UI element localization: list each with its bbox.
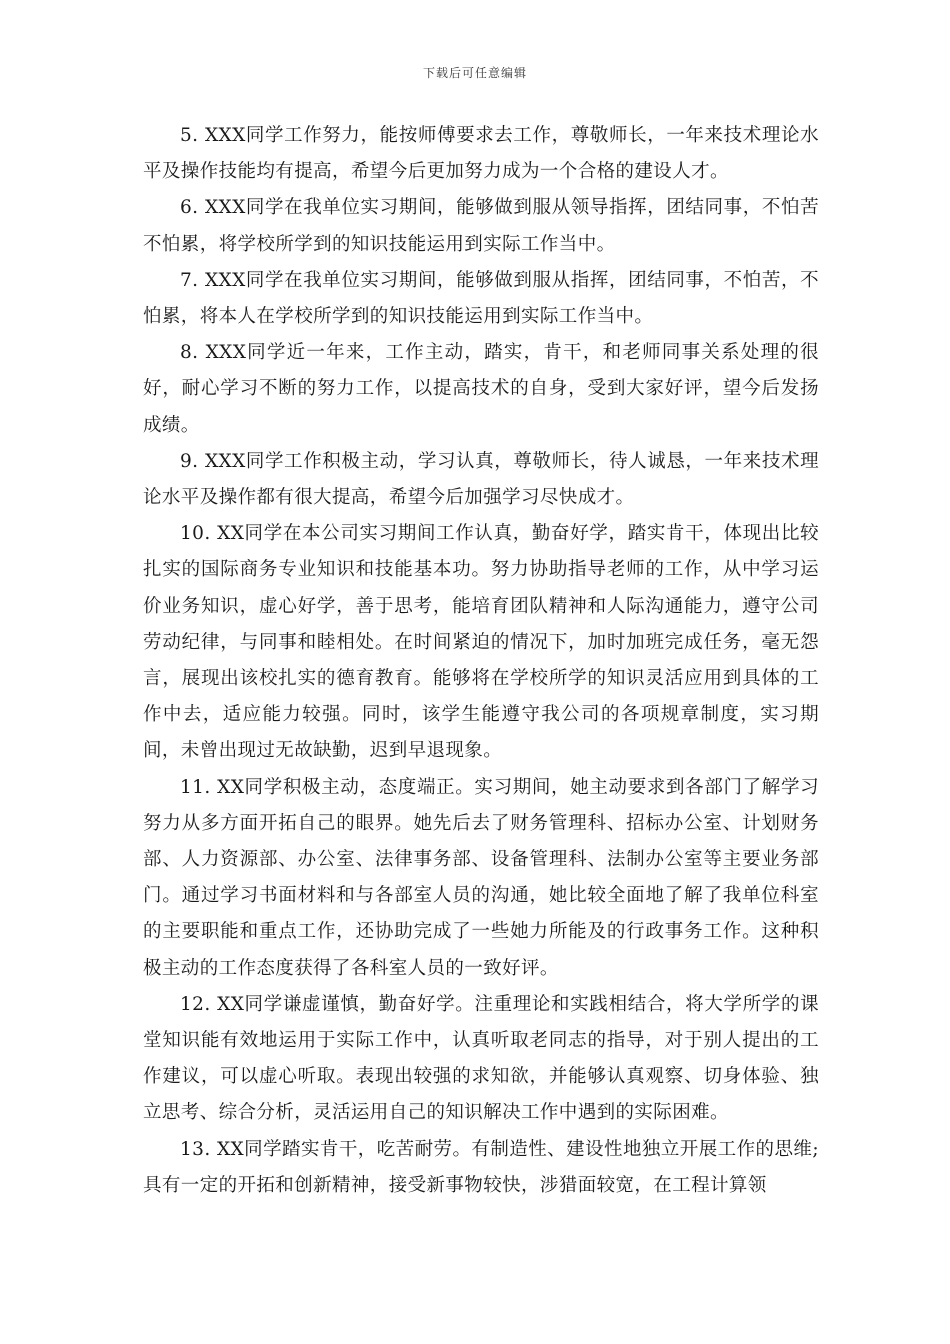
- page-header-note: 下载后可任意编辑: [422, 66, 527, 80]
- paragraph-9: 9. XXX同学工作积极主动，学习认真，尊敬师长，待人诚恳，一年来技术理论水平及操作都有很大提高，希望今后加强学习尽快成才。: [143, 450, 819, 509]
- paragraph-12: 12. XX同学谦虚谨慎，勤奋好学。注重理论和实践相结合，将大学所学的课堂知识能有效地运用于实际工作中，认真听取老同志的指导，对于别人提出的工作建议，可以虚心听取。表现出较强的求知欲，并能够认真观察、切身体验、独立思考、综合分析，灵活运用自己的知识解决工作中遇到的实际困难。: [143, 993, 819, 1124]
- paragraph-10: 10. XX同学在本公司实习期间工作认真，勤奋好学，踏实肯干，体现出比较扎实的国际商务专业知识和技能基本功。努力协助指导老师的工作，从中学习运价业务知识，虚心好学，善于思考，能培育团队精神和人际沟通能力，遵守公司劳动纪律，与同事和睦相处。在时间紧迫的情况下，加时加班完成任务，毫无怨言，展现出该校扎实的德育教育。能够将在学校所学的知识灵活应用到具体的工作中去，适应能力较强。同时，该学生能遵守我公司的各项规章制度，实习期间，未曾出现过无故缺勤，迟到早退现象。: [143, 523, 819, 762]
- paragraph-13: 13. XX同学踏实肯干，吃苦耐劳。有制造性、建设性地独立开展工作的思维;具有一定的开拓和创新精神，接受新事物较快，涉猎面较宽，在工程计算领: [143, 1138, 819, 1196]
- paragraph-7: 7. XXX同学在我单位实习期间，能够做到服从指挥，团结同事，不怕苦，不怕累，将本人在学校所学到的知识技能运用到实际工作当中。: [143, 269, 819, 328]
- paragraph-8: 8. XXX同学近一年来，工作主动，踏实，肯干，和老师同事关系处理的很好，耐心学习不断的努力工作，以提高技术的自身，受到大家好评，望今后发扬成绩。: [143, 342, 819, 436]
- paragraph-5: 5. XXX同学工作努力，能按师傅要求去工作，尊敬师长，一年来技术理论水平及操作技能均有提高，希望今后更加努力成为一个合格的建设人才。: [143, 125, 819, 183]
- paragraph-11: 11. XX同学积极主动，态度端正。实习期间，她主动要求到各部门了解学习努力从多方面开拓自己的眼界。她先后去了财务管理科、招标办公室、计划财务部、人力资源部、办公室、法律事务部、设备管理科、法制办公室等主要业务部门。通过学习书面材料和与各部室人员的沟通，她比较全面地了解了我单位科室的主要职能和重点工作，还协助完成了一些她力所能及的行政事务工作。这种积极主动的工作态度获得了各科室人员的一致好评。: [143, 776, 819, 979]
- paragraph-6: 6. XXX同学在我单位实习期间，能够做到服从领导指挥，团结同事，不怕苦不怕累，将学校所学到的知识技能运用到实际工作当中。: [143, 197, 819, 255]
- document-body: [143, 118, 819, 1204]
